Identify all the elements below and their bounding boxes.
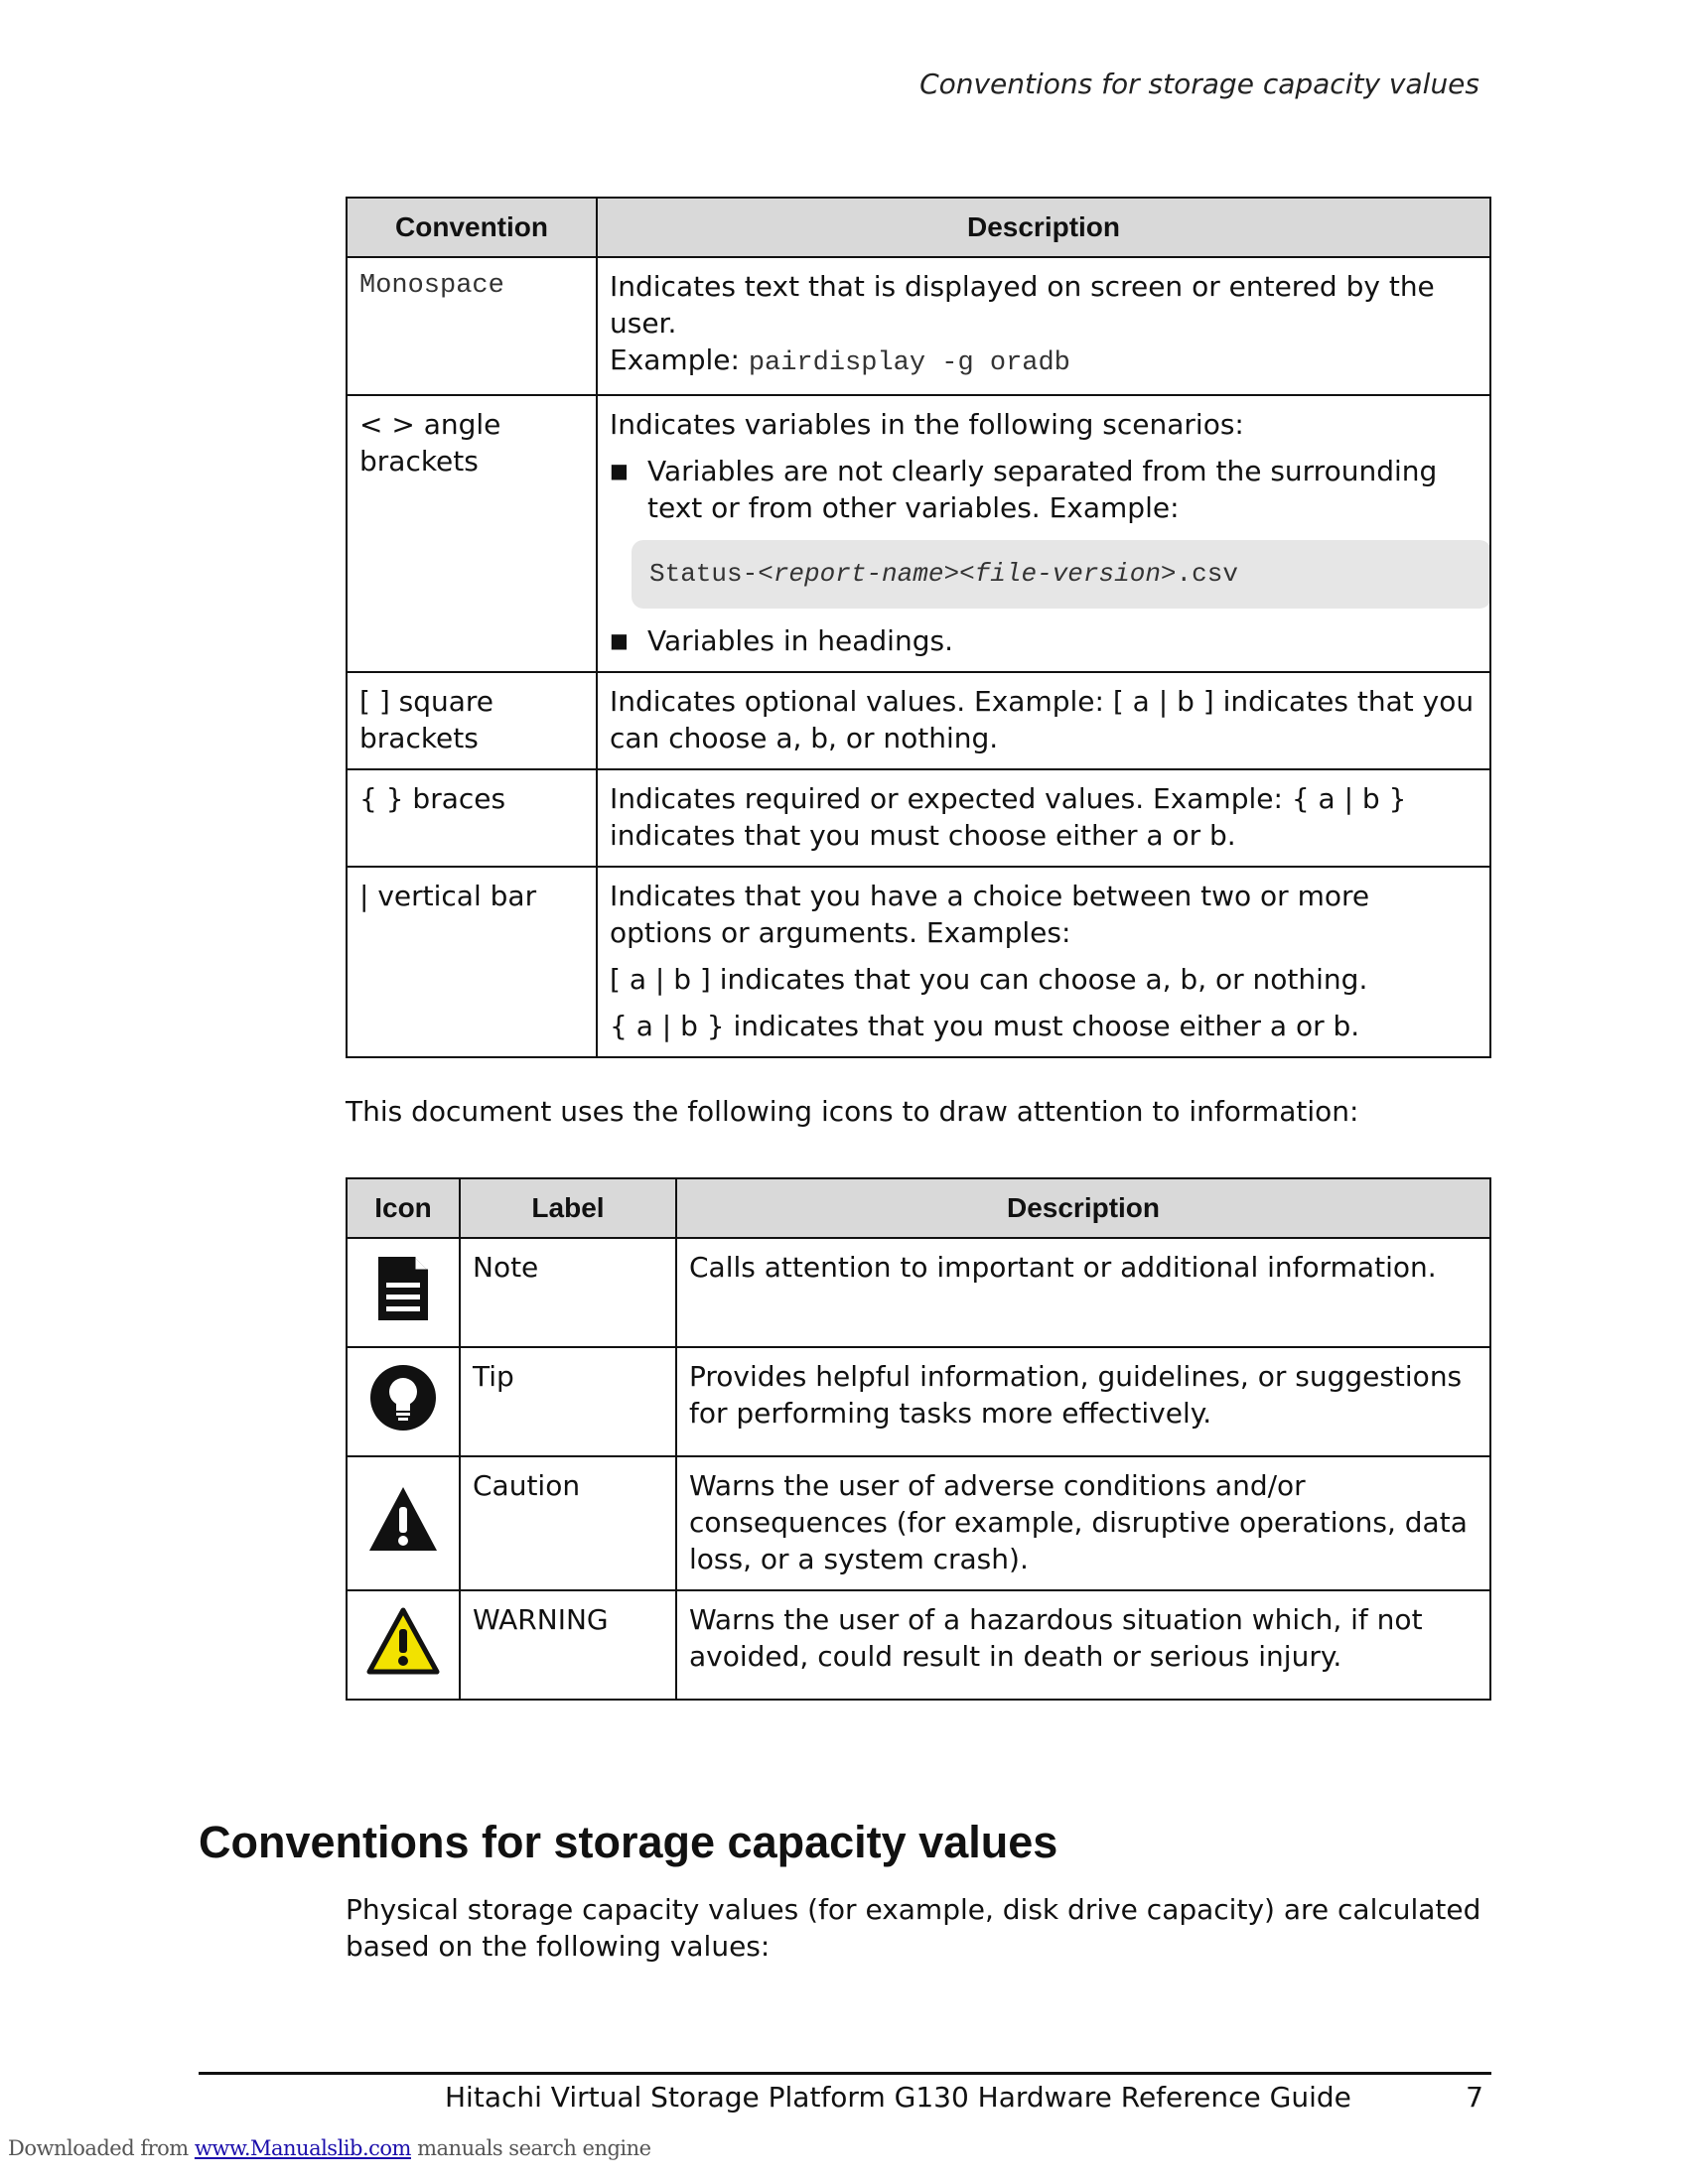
convention-cell: { } braces — [347, 769, 597, 867]
download-note — [8, 2136, 651, 2160]
column-header: Convention — [347, 198, 597, 257]
code-text: Status-< — [649, 559, 774, 589]
bullet-item — [610, 622, 1477, 659]
table-row — [347, 1456, 1490, 1590]
column-header: Description — [597, 198, 1490, 257]
bullet-item — [610, 453, 1477, 526]
warning-icon — [366, 1607, 440, 1675]
icon-cell — [347, 1238, 460, 1347]
example-text: { a | b } indicates that you must choose either a or b. — [610, 1010, 1360, 1042]
icons-table — [346, 1177, 1491, 1701]
section-heading: Conventions for storage capacity values — [199, 1817, 1058, 1867]
description-text: Indicates that you have a choice between two or more options or arguments. Examples: — [610, 880, 1370, 949]
example-code: pairdisplay -g oradb — [748, 348, 1070, 378]
description-cell — [597, 395, 1490, 672]
table-row — [347, 1590, 1490, 1700]
icon-description: Calls attention to important or additional information. — [676, 1238, 1490, 1347]
column-header: Icon — [347, 1178, 460, 1238]
description-cell: Indicates optional values. Example: [ a | b ] indicates that you can choose a, b, or nothing. — [597, 672, 1490, 769]
description-text: Indicates variables in the following scenarios: — [610, 408, 1244, 441]
icon-cell — [347, 1456, 460, 1590]
icon-description: Provides helpful information, guidelines, or suggestions for performing tasks more effectively. — [676, 1347, 1490, 1456]
table-row — [347, 395, 1490, 672]
convention-cell: | vertical bar — [347, 867, 597, 1057]
bullet-text: Variables are not clearly separated from the surrounding text or from other variables. Example: — [647, 455, 1438, 524]
table-row — [347, 672, 1490, 769]
description-text: Indicates text that is displayed on screen or entered by the user. — [610, 270, 1435, 340]
icon-label: WARNING — [460, 1590, 676, 1700]
icon-label: Tip — [460, 1347, 676, 1456]
bullet-marker: ■ — [610, 628, 629, 652]
icon-cell — [347, 1590, 460, 1700]
tip-icon — [368, 1363, 438, 1433]
description-cell: Indicates required or expected values. Example: { a | b } indicates that you must choose either a or b. — [597, 769, 1490, 867]
bullet-marker: ■ — [610, 459, 629, 482]
icon-cell — [347, 1347, 460, 1456]
convention-cell: [ ] square brackets — [347, 672, 597, 769]
note-icon — [374, 1253, 432, 1324]
icon-label: Note — [460, 1238, 676, 1347]
code-text: >.csv — [1160, 559, 1238, 589]
table-row — [347, 1238, 1490, 1347]
download-link[interactable]: www.Manualslib.com — [194, 2136, 411, 2160]
code-text: >< — [943, 559, 975, 589]
description-cell — [597, 257, 1490, 395]
description-cell — [597, 867, 1490, 1057]
icon-description: Warns the user of adverse conditions and/or consequences (for example, disruptive operations, data loss, or a system crash). — [676, 1456, 1490, 1590]
table-row — [347, 769, 1490, 867]
code-variable: report-name — [773, 559, 944, 589]
icon-label: Caution — [460, 1456, 676, 1590]
example-label: Example: — [610, 343, 740, 376]
column-header: Description — [676, 1178, 1490, 1238]
table-header-row — [347, 198, 1490, 257]
table-header-row — [347, 1178, 1490, 1238]
bullet-text: Variables in headings. — [647, 624, 953, 657]
icons-intro: This document uses the following icons to draw attention to information: — [346, 1095, 1359, 1128]
download-prefix: Downloaded from — [8, 2136, 195, 2160]
column-header: Label — [460, 1178, 676, 1238]
section-body: Physical storage capacity values (for example, disk drive capacity) are calculated based on the following values: — [346, 1893, 1481, 1963]
convention-cell: Monospace — [347, 257, 597, 395]
table-row — [347, 867, 1490, 1057]
footer-rule — [199, 2072, 1491, 2075]
conventions-table — [346, 197, 1491, 1058]
example-text: [ a | b ] indicates that you can choose a, b, or nothing. — [610, 963, 1368, 996]
code-variable: file-version — [974, 559, 1161, 589]
running-header: Conventions for storage capacity values — [919, 68, 1479, 100]
code-block — [632, 540, 1491, 609]
table-row — [347, 1347, 1490, 1456]
footer-title: Hitachi Virtual Storage Platform G130 Hardware Reference Guide — [445, 2081, 1351, 2114]
caution-icon — [367, 1485, 439, 1553]
icon-description: Warns the user of a hazardous situation which, if not avoided, could result in death or serious injury. — [676, 1590, 1490, 1700]
download-suffix: manuals search engine — [410, 2136, 651, 2160]
page-number: 7 — [1466, 2081, 1483, 2114]
table-row — [347, 257, 1490, 395]
convention-cell: < > angle brackets — [347, 395, 597, 672]
